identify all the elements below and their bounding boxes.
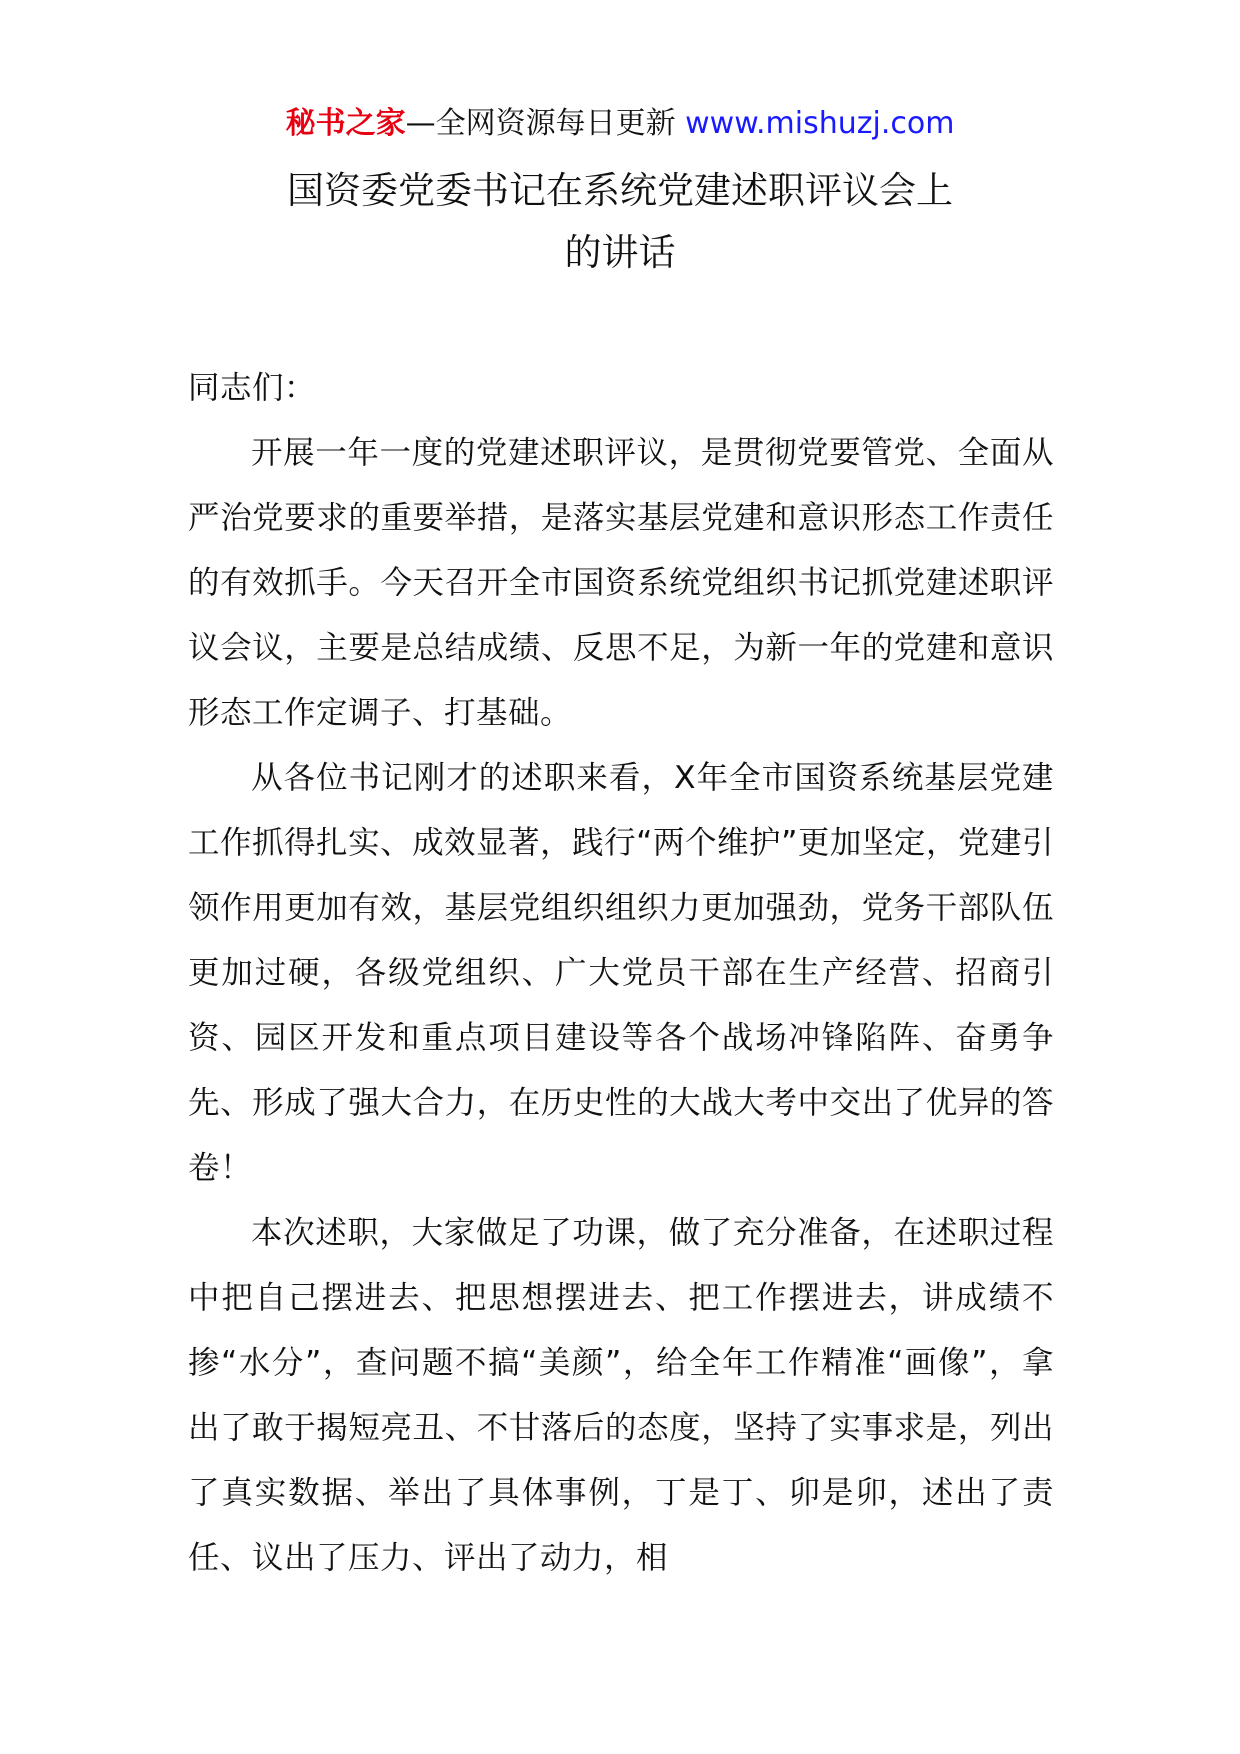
title-line-2: 的讲话 — [564, 231, 676, 274]
paragraph-3: 本次述职，大家做足了功课，做了充分准备，在述职过程中把自己摆进去、把思想摆进去、把工作摆进去，讲成绩不掺“水分”，查问题不搞“美颜”，给全年工作精准“画像”，拿出了敢于揭短亮丑、不甘落后的态度，坚持了实事求是，列出了真实数据、举出了具体事例，丁是丁、卯是卯，述出了责任、议出了压力、评出了动力，相 — [188, 1215, 1054, 1576]
banner-slogan: —全网资源每日更新 — [405, 106, 686, 141]
brand-name: 秘书之家 — [285, 106, 406, 141]
paragraph-2: 从各位书记刚才的述职来看，X年全市国资系统基层党建工作抓得扎实、成效显著，践行“两个维护”更加坚定，党建引领作用更加有效，基层党组织组织力更加强劲，党务干部队伍更加过硬，各级党组织、广大党员干部在生产经营、招商引资、园区开发和重点项目建设等各个战场冲锋陷阵、奋勇争先、形成了强大合力，在历史性的大战大考中交出了优异的答卷！ — [188, 760, 1054, 1186]
title-line-1: 国资委党委书记在系统党建述职评议会上 — [287, 169, 953, 212]
paragraph-1: 开展一年一度的党建述职评议，是贯彻党要管党、全面从严治党要求的重要举措，是落实基层党建和意识形态工作责任的有效抓手。今天召开全市国资系统党组织书记抓党建述职评议会议，主要是总结成绩、反思不足，为新一年的党建和意识形态工作定调子、打基础。 — [188, 435, 1054, 731]
document-title — [0, 160, 1240, 284]
salutation: 同志们： — [188, 370, 317, 406]
site-url-link[interactable]: www.mishuzj.com — [685, 106, 955, 141]
site-banner — [0, 102, 1240, 146]
document-body — [188, 356, 1054, 1591]
